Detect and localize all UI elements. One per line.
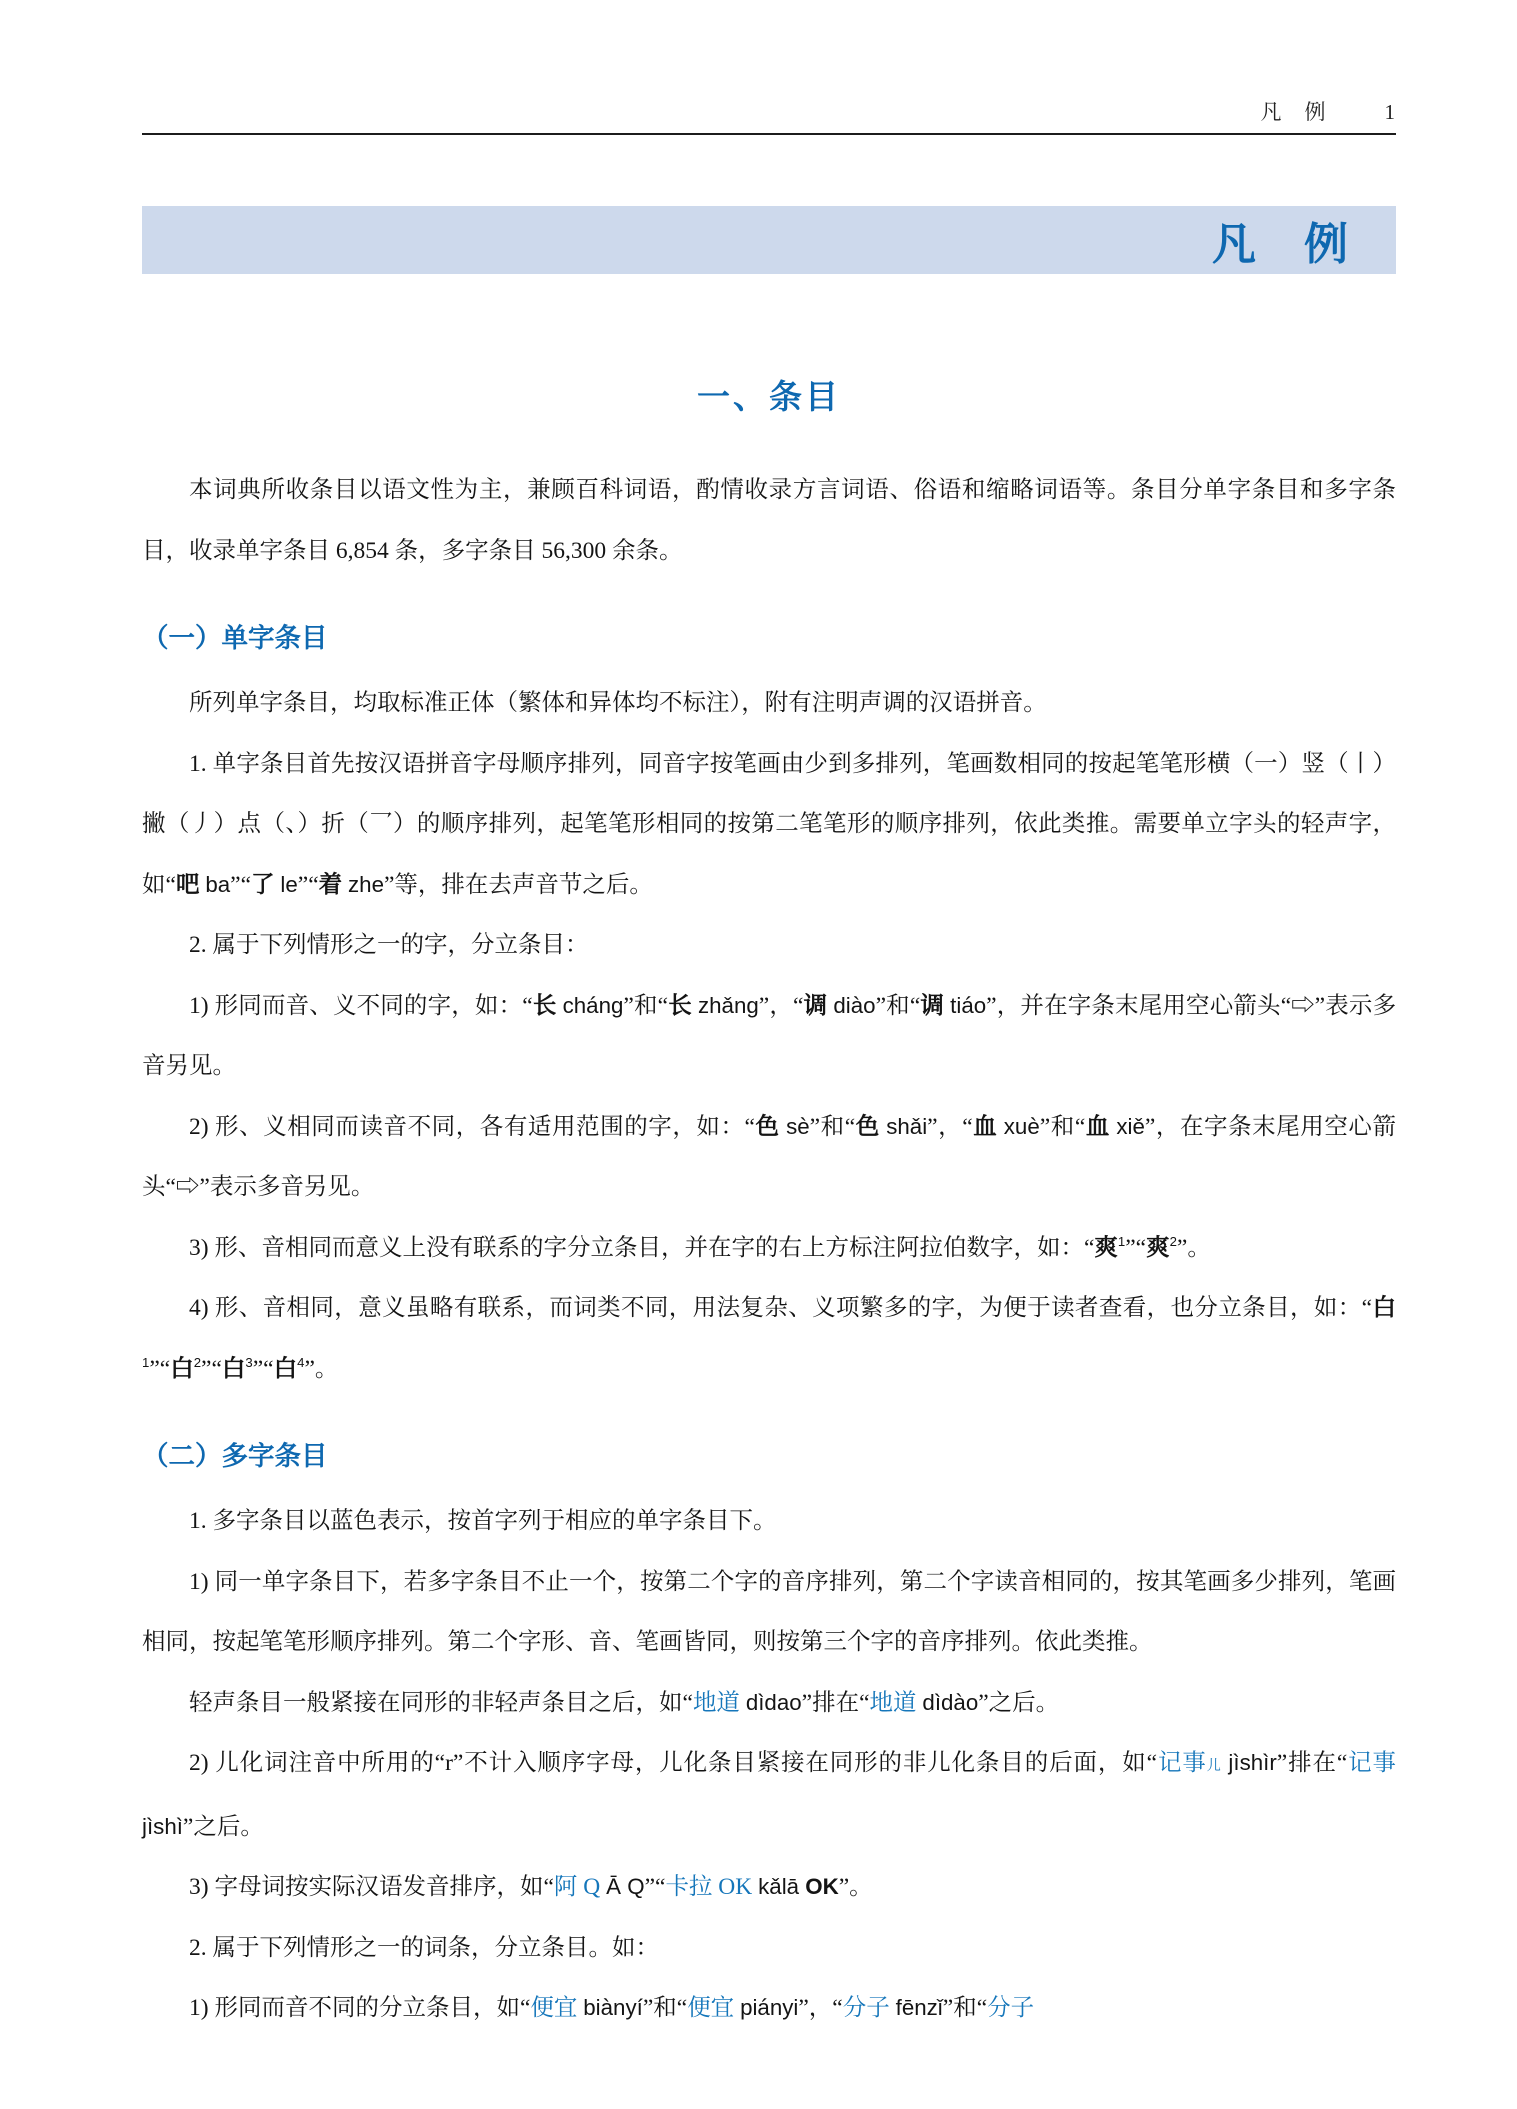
body-paragraph: 3) 形、音相同而意义上没有联系的字分立条目，并在字的右上方标注阿拉伯数字，如：“爽$^1$”“爽$^2$”。 [189,1233,1211,1261]
body-paragraph: 1) 形同而音、义不同的字，如：“长 cháng”和“长 zhǎng”，“调 diào”和“调 tiáo”，并在字条末尾用空心箭头“⇨”表示多音另见。 [142,992,1397,1079]
body-paragraph: 2) 儿化词注音中所用的“r”不计入顺序字母，儿化条目紧接在同形的非儿化条目的后面，如“记事儿 jìshìr”排在“记事 jìshì”之后。 [142,1750,1397,1840]
body-paragraph: 1) 同一单字条目下，若多字条目不止一个，按第二个字的音序排列，第二个字读音相同的，按其笔画多少排列，笔画相同，按起笔笔形顺序排列。第二个字形、音、笔画皆同，则按第三个字的音序排列。依此类推。 [142,1568,1396,1655]
body-paragraph: 3) 字母词按实际汉语发音排序，如“阿 Q Ā Q”“卡拉 OK kǎlā OK”。 [189,1874,873,1900]
body-paragraph: 1) 形同而音不同的分立条目，如“便宜 biànyí”和“便宜 piányi”，“分子 fēnzǐ”和“分子 [189,1995,1035,2021]
body-paragraph: 2. 属于下列情形之一的词条，分立条目。如： [189,1934,659,1961]
body-paragraph: 轻声条目一般紧接在同形的非轻声条目之后，如“地道 dìdao”排在“地道 dìdào”之后。 [189,1689,1060,1716]
body-paragraph: 2) 形、义相同而读音不同，各有适用范围的字，如：“色 sè”和“色 shǎi”，“血 xuè”和“血 xiě”，在字条末尾用空心箭头“⇨”表示多音另见。 [142,1113,1396,1200]
header-rule [142,133,1396,135]
body-paragraph: 所列单字条目，均取标准正体（繁体和异体均不标注），附有注明声调的汉语拼音。 [189,690,1047,716]
chapter-banner [142,206,1396,274]
body-paragraph: 本词典所收条目以语文性为主，兼顾百科词语，酌情收录方言词语、俗语和缩略词语等。条目分单字条目和多字条目，收录单字条目 6,854 条，多字条目 56,300 余条。 [142,477,1396,564]
body-paragraph: 1. 单字条目首先按汉语拼音字母顺序排列，同音字按笔画由少到多排列，笔画数相同的按起笔笔形横（一）竖（丨）撇（丿）点（、）折（乛）的顺序排列，起笔笔形相同的按第二笔笔形的顺序排列，依此类推。需要单立字头的轻声字，如“吧 ba”“了 le”“着 zhe”等，排在去声音节之后。 [142,750,1396,898]
section-heading: （二）多字条目 [142,1441,328,1471]
chapter-banner-title: 凡 例 [1212,220,1350,269]
section-heading: （一）单字条目 [142,623,328,653]
running-head-section: 凡 例 [1260,100,1327,124]
running-head [142,96,1396,126]
page-number: 1 [1384,100,1396,124]
page-body [142,0,1396,2039]
body-paragraph: 4) 形、音相同，意义虽略有联系，而词类不同，用法复杂、义项繁多的字，为便于读者查看，也分立条目，如：“白$^1$”“白$^2$”“白$^3$”“白$^4$”。 [142,1295,1397,1382]
body-paragraph: 2. 属于下列情形之一的字，分立条目： [189,932,589,958]
page-title: 一、条目 [697,378,841,415]
document-content [142,460,1396,2039]
body-paragraph: 1. 多字条目以蓝色表示，按首字列于相应的单字条目下。 [189,1508,777,1534]
